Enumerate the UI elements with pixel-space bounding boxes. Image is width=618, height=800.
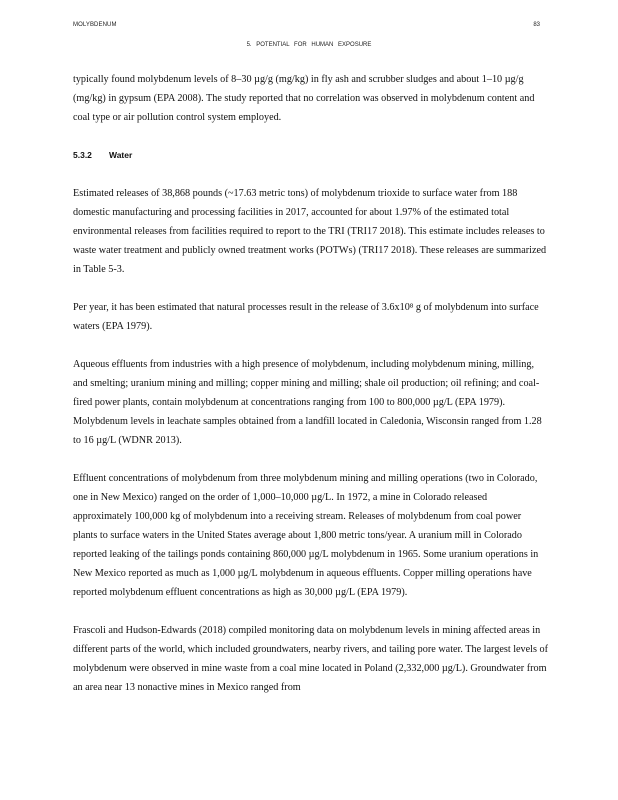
running-header-title: MOLYBDENUM: [73, 22, 117, 28]
body-text: [73, 70, 548, 716]
paragraph: Effluent concentrations of molybdenum from three molybdenum mining and milling operations (two in Colorado, one in New Mexico) ranged on the order of 1,000–10,000 µg/L. In 1972, a mine in Colorado released approximately 100,000 kg of molybdenum into a receiving stream. Releases of molybdenum from coal power plants to surface waters in the United States average about 1,800 metric tons/year. A uranium mill in Colorado reported leaking of the tailings ponds containing 860,000 µg/L molybdenum in 1965. Some uranium operations in New Mexico reported as much as 1,000 µg/L molybdenum in aqueous effluents. Copper milling operations have reported molybdenum effluent concentrations as high as 30,000 µg/L (EPA 1979).: [73, 473, 539, 598]
paragraph: Aqueous effluents from industries with a high presence of molybdenum, including molybdenum mining, milling, and smelting; uranium mining and milling; copper mining and milling; shale oil production; oil refining; and coal-fired power plants, contain molybdenum at concentrations ranging from 100 to 800,000 µg/L (EPA 1979). Molybdenum levels in leachate samples obtained from a landfill located in Caledonia, Wisconsin ranged from 1.28 to 16 µg/L (WDNR 2013).: [73, 359, 542, 446]
paragraph: Estimated releases of 38,868 pounds (~17.63 metric tons) of molybdenum trioxide to surface water from 188 domestic manufacturing and processing facilities in 2017, accounted for about 1.97% of the estimated total environmental releases from facilities required to report to the TRI (TRI17 2018). This estimate includes releases to waste water treatment and publicly owned treatment works (POTWs) (TRI17 2018). These releases are summarized in Table 5-3.: [73, 188, 547, 275]
chapter-header: 5. POTENTIAL FOR HUMAN EXPOSURE: [246, 42, 372, 48]
paragraph: typically found molybdenum levels of 8–30 µg/g (mg/kg) in fly ash and scrubber sludges and about 1–10 µg/g (mg/kg) in gypsum (EPA 2008). The study reported that no correlation was observed in molybdenum content and coal type or air pollution control system employed.: [73, 74, 535, 123]
page-number: 83: [533, 22, 540, 28]
section-title: Water: [109, 150, 133, 160]
section-number: 5.3.2: [73, 150, 92, 160]
section-heading: [73, 146, 548, 165]
paragraph: Per year, it has been estimated that natural processes result in the release of 3.6x10⁸ g of molybdenum into surface waters (EPA 1979).: [73, 302, 539, 332]
paragraph: Frascoli and Hudson-Edwards (2018) compiled monitoring data on molybdenum levels in mining affected areas in different parts of the world, which included groundwaters, nearby rivers, and tailing pore water. The largest levels of molybdenum were observed in mine waste from a coal mine located in Poland (2,332,000 µg/L). Groundwater from an area near 13 nonactive mines in Mexico ranged from: [73, 625, 548, 693]
